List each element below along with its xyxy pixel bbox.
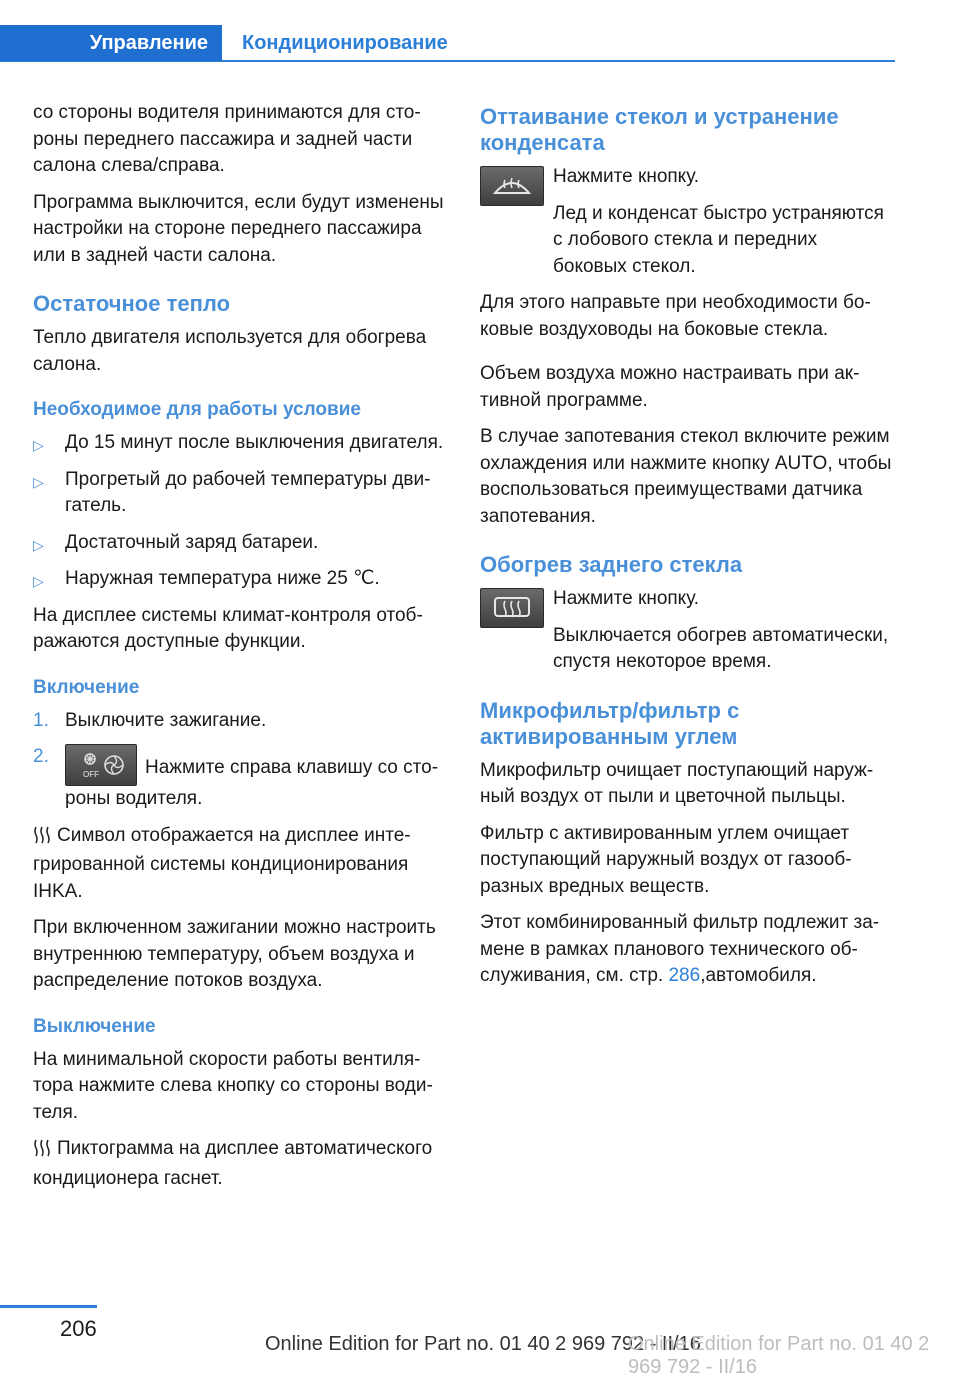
list-item (33, 530, 448, 557)
subheading-condition: Необходимое для работы условие (33, 399, 361, 420)
paragraph (33, 1136, 448, 1192)
section-heading-filter: Микрофильтр/фильтр с активированным углем (480, 697, 740, 749)
section-heading-rear-window: Обогрев заднего стекла (480, 552, 743, 577)
steps-list (33, 708, 448, 813)
paragraph: Для этого направьте при необходимости боковые воздуховоды на боковые стекла. (480, 292, 871, 340)
section-heading-defrost: Оттаивание стекол и устранение конденсата (480, 104, 839, 155)
bullet-icon: ▷ (33, 473, 44, 490)
paragraph (480, 910, 895, 990)
tab-controls[interactable]: Управление (0, 25, 222, 61)
paragraph: Выключается обогрев автоматически, спустя некоторое время. (553, 624, 889, 672)
paragraph-text: ,автомобиля. (700, 965, 817, 986)
paragraph: На минимальной скорости работы вентилятора нажмите слева кнопку со стороны водителя. (33, 1048, 433, 1123)
list-item-text: Наружная температура ниже 25 ℃. (65, 568, 380, 589)
list-item (33, 744, 448, 813)
page-number: 206 (60, 1316, 97, 1341)
button-instruction (480, 586, 895, 676)
tab-air-conditioning[interactable]: Кондиционирование (242, 32, 448, 54)
right-column (480, 100, 895, 1000)
left-column (33, 100, 448, 1202)
condition-list (33, 430, 448, 593)
section-heading-residual-heat: Остаточное тепло (33, 291, 231, 316)
step-number: 2. (33, 746, 49, 767)
paragraph: Объем воздуха можно настраивать при активной программе. (480, 363, 860, 411)
list-item (33, 708, 448, 735)
list-item-text: До 15 минут после выключения двигателя. (65, 432, 444, 453)
paragraph: При включенном зажигании можно настроить внутреннюю температуру, объем воздуха и распределение потоков воздуха. (33, 917, 436, 991)
paragraph: На дисплее системы климат-контроля отображаются доступные функции. (33, 604, 423, 652)
paragraph-text: Пиктограмма на дисплее автоматического кондиционера гаснет. (33, 1138, 433, 1189)
paragraph: Лед и конденсат быстро устраняются с лобового стекла и передних боковых стекол. (553, 202, 884, 277)
heat-waves-icon (33, 826, 51, 853)
bullet-icon: ▷ (33, 573, 44, 589)
subheading-switch-on: Включение (33, 676, 140, 698)
page-reference-link[interactable]: 286 (668, 965, 701, 986)
list-item-text: Нажмите справа клавишу со стороны водителя. (65, 757, 439, 809)
step-number: 1. (33, 709, 49, 731)
windshield-defrost-icon (480, 166, 544, 206)
list-item (33, 566, 448, 593)
bullet-icon: ▷ (33, 536, 44, 553)
button-instruction (480, 164, 895, 280)
list-item-text: Достаточный заряд батареи. (65, 531, 319, 553)
paragraph: В случае запотевания стекол включите режим охлаждения или нажмите кнопку AUTO, чтобы воспользоваться преимуществами датчика запотевания. (480, 426, 892, 527)
watermark: Online Edition for Part no. 01 40 2 969 792 - II/16 (628, 1333, 930, 1378)
paragraph: Программа выключится, если будут изменены настройки на стороне переднего пассажира или в задней части салона. (33, 191, 444, 266)
rear-window-heat-icon (480, 588, 544, 628)
footer-line (0, 1305, 97, 1308)
svg-text:OFF: OFF (83, 770, 99, 779)
paragraph: Нажмите кнопку. (553, 588, 700, 609)
list-item-text: Выключите зажигание. (65, 709, 267, 731)
edition-text: Online Edition for Part no. 01 40 2 969 792 - II/16 (265, 1333, 701, 1355)
subheading-switch-off: Выключение (33, 1015, 156, 1037)
paragraph-text: Символ отображается на дисплее интегрированной системы кондиционирования IHKA. (33, 824, 411, 902)
paragraph: Нажмите кнопку. (553, 166, 700, 187)
paragraph (33, 823, 448, 906)
paragraph: Тепло двигателя используется для обогрева салона. (33, 327, 427, 375)
bullet-icon: ▷ (33, 437, 44, 453)
heat-waves-icon (33, 1139, 51, 1166)
paragraph: со стороны водителя принимаются для стороны переднего пассажира и задней части салона слева/справа. (33, 102, 421, 176)
list-item (33, 467, 448, 520)
paragraph-text: Этот комбинированный фильтр подлежит замене в рамках планового технического обслуживания, см. стр. (480, 912, 880, 986)
paragraph: Фильтр с активированным углем очищает поступающий наружный воздух от газообразных вредных веществ. (480, 822, 852, 897)
list-item (33, 430, 448, 457)
paragraph: Микрофильтр очищает поступающий наружный воздух от пыли и цветочной пыльцы. (480, 759, 874, 807)
fan-off-button-icon (65, 744, 137, 786)
list-item-text: Прогретый до рабочей температуры двигатель. (65, 468, 431, 516)
